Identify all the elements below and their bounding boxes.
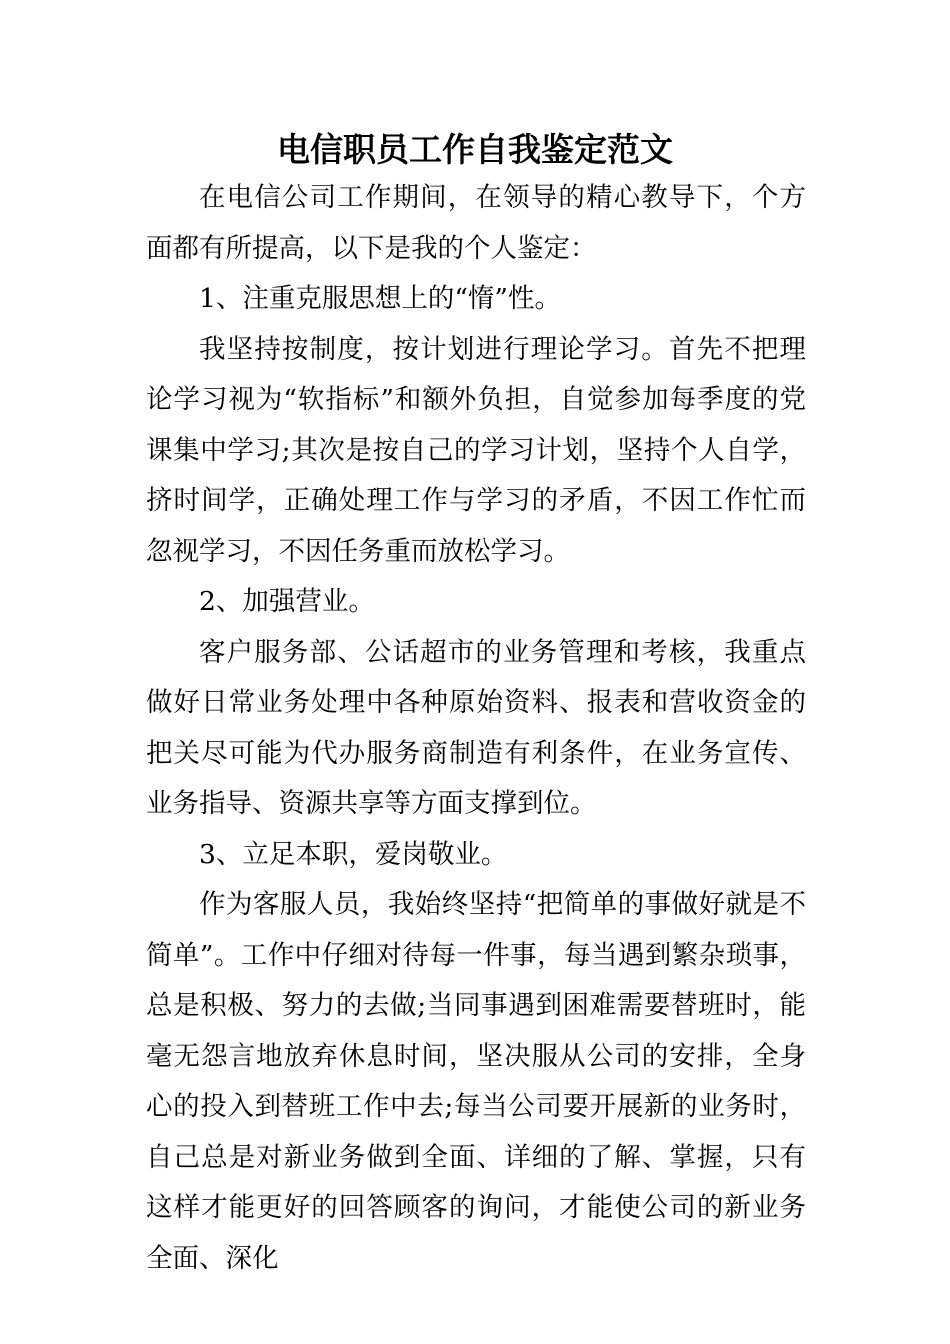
paragraph-study: 我坚持按制度，按计划进行理论学习。首先不把理论学习视为“软指标”和额外负担，自觉参加每季度的党课集中学习;其次是按自己的学习计划，坚持个人自学，挤时间学，正确处理工作与学习的矛盾，不因工作忙而忽视学习，不因任务重而放松学习。 [146,333,806,567]
paragraph-dedication: 作为客服人员，我始终坚持“把简单的事做好就是不简单”。工作中仔细对待每一件事，每当遇到繁杂琐事，总是积极、努力的去做;当同事遇到困难需要替班时，能毫无怨言地放弃休息时间，坚决服从公司的安排，全身心的投入到替班工作中去;每当公司要开展新的业务时，自己总是对新业务做到全面、详细的了解、掌握，只有这样才能更好的回答顾客的询问，才能使公司的新业务全面、深化 [146,889,806,1274]
paragraph-heading-2: 2、加强营业。 [199,586,375,617]
document-body [146,173,806,1284]
paragraph-heading-3: 3、立足本职，爱岗敬业。 [199,838,508,870]
paragraph-heading-1: 1、注重克服思想上的“惰”性。 [199,283,561,314]
document-title: 电信职员工作自我鉴定范文 [277,130,673,169]
paragraph-business: 客户服务部、公话超市的业务管理和考核，我重点做好日常业务处理中各种原始资料、报表和营收资金的把关尽可能为代办服务商制造有利条件，在业务宣传、业务指导、资源共享等方面支撑到位。 [146,636,806,819]
paragraph-intro: 在电信公司工作期间，在领导的精心教导下，个方面都有所提高，以下是我的个人鉴定： [146,182,806,264]
